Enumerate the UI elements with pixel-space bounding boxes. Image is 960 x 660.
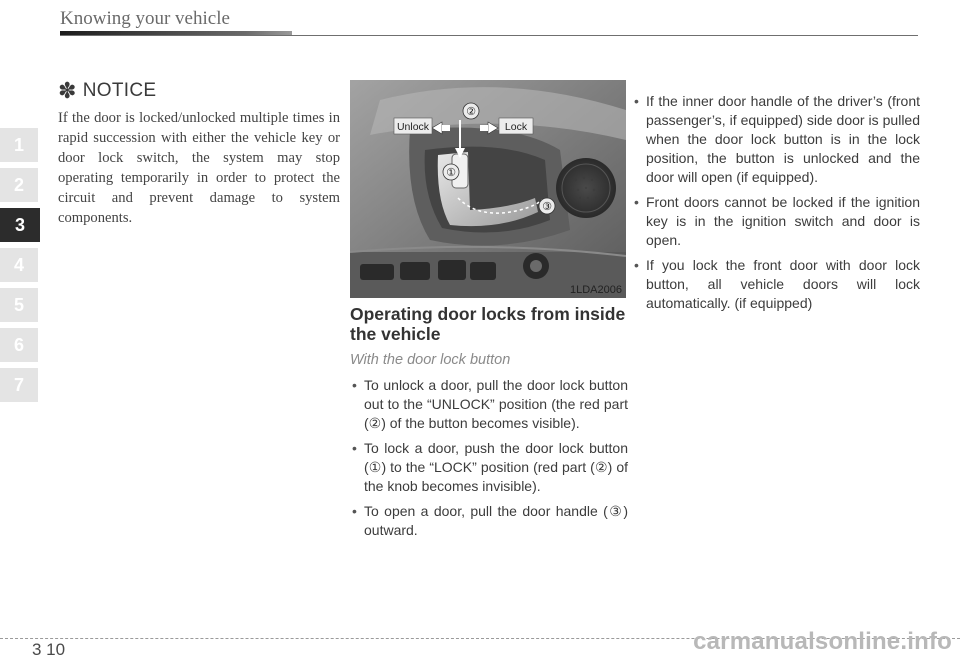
notice-box (58, 80, 340, 228)
chapter-tab-5[interactable]: 5 (0, 288, 38, 322)
list-item: • If the inner door handle of the driver’s (front passenger’s, if equipped) side door is pulled when the door lock button is in the lock position, the button is unlocked and the door will open (if equipped). (632, 92, 920, 187)
list-item: • To open a door, pull the door handle (③) outward. (350, 502, 628, 540)
door-locks-section (350, 304, 628, 546)
notice-title: NOTICE (82, 80, 157, 101)
watermark: carmanualsonline.info (693, 628, 952, 655)
callout-3: ③ (542, 200, 552, 213)
section-title: Operating door locks from inside the vehicle (350, 304, 626, 344)
notes-list (632, 92, 920, 313)
unlock-label: Unlock (396, 121, 430, 133)
list-item: • If you lock the front door with door lock button, all vehicle doors will lock automatically. (if equipped) (632, 256, 920, 313)
chapter-tab-2[interactable]: 2 (0, 168, 38, 202)
section-subheading: With the door lock button (350, 352, 511, 368)
notice-heading (58, 80, 340, 102)
right-column (632, 92, 920, 319)
chapter-tab-4[interactable]: 4 (0, 248, 38, 282)
asterisk-icon: ✽ (58, 78, 77, 103)
list-item: • To unlock a door, pull the door lock button out to the “UNLOCK” position (the red part (②) of the button becomes visible). (350, 376, 628, 433)
list-item: • To lock a door, push the door lock button (①) to the “LOCK” position (red part (②) of the knob becomes invisible). (350, 439, 628, 496)
chapter-tab-7[interactable]: 7 (0, 368, 38, 402)
chapter-tab-6[interactable]: 6 (0, 328, 38, 362)
chapter-tab-3[interactable]: 3 (0, 208, 40, 242)
lock-label: Lock (504, 121, 528, 133)
instruction-list (350, 376, 628, 540)
figure-id: 1LDA2006 (570, 284, 622, 296)
door-lock-photo (350, 80, 626, 298)
page-number: 3 10 (32, 640, 66, 659)
header-divider (60, 35, 918, 36)
chapter-tab-1[interactable]: 1 (0, 128, 38, 162)
header-title: Knowing your vehicle (60, 8, 230, 29)
notice-body: If the door is locked/unlocked multiple times in rapid succession with either the vehicle key or door lock switch, the system may stop operating temporarily in order to protect the circuit and prevent damage to system components. (58, 110, 340, 226)
callout-1: ① (446, 166, 456, 179)
callout-2: ② (466, 105, 476, 118)
door-panel-illustration (350, 80, 626, 298)
list-item: • Front doors cannot be locked if the ignition key is in the ignition switch and door is open. (632, 193, 920, 250)
